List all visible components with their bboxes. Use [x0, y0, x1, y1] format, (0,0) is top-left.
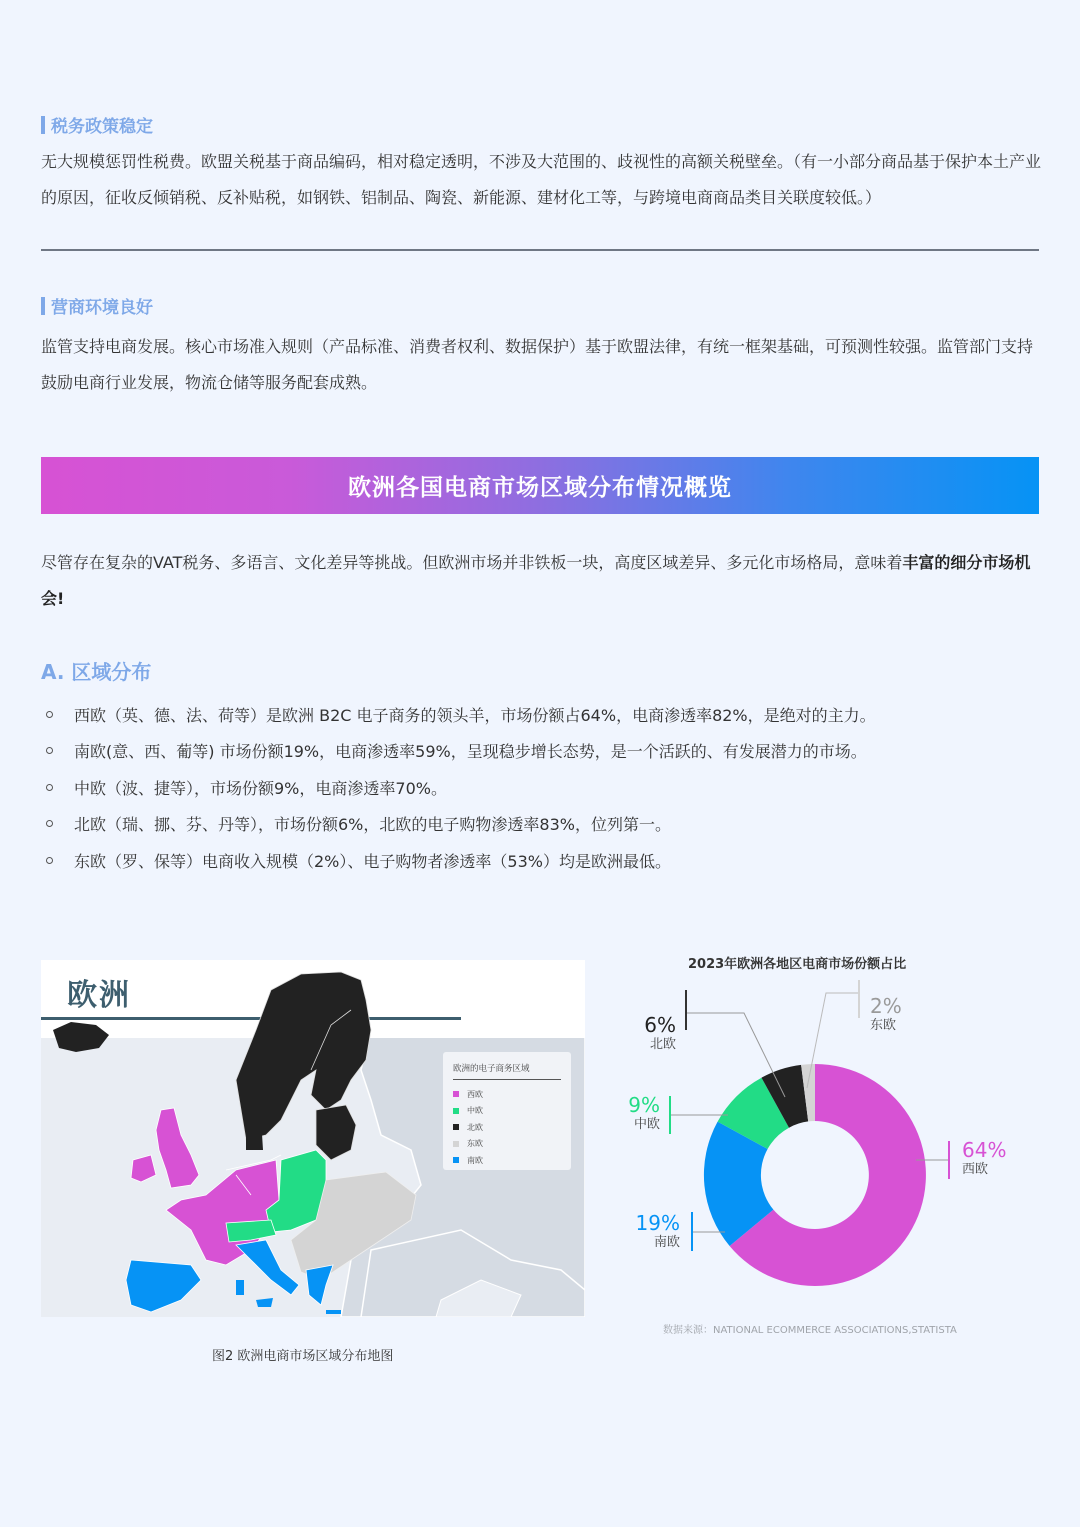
section-a-heading: A. 区域分布: [41, 660, 152, 684]
map-caption: 图2 欧洲电商市场区域分布地图: [212, 1349, 394, 1364]
intro-paragraph: [41, 545, 1041, 617]
label-east-name: 东欧: [870, 1018, 897, 1033]
label-east-pct: 2%: [870, 994, 902, 1018]
label-north-pct: 6%: [644, 1013, 676, 1037]
section-divider: [41, 249, 1039, 251]
legend-item-north: [453, 1119, 561, 1136]
map-title: 欧洲: [67, 978, 131, 1013]
list-item: [41, 769, 1041, 806]
legend-label: 南欧: [467, 1155, 483, 1165]
label-west-name: 西欧: [962, 1162, 989, 1177]
legend-swatch: [453, 1141, 459, 1147]
bullet-circle-icon: [46, 747, 53, 754]
bullet-circle-icon: [46, 784, 53, 791]
label-north-name: 北欧: [649, 1037, 676, 1052]
intro-emphasis: 丰富的细分市场机会!: [41, 553, 1031, 608]
list-item: [41, 733, 1041, 770]
legend-item-south: [453, 1152, 561, 1169]
map-legend: [443, 1052, 571, 1170]
business-env-body: 监管支持电商发展。核心市场准入规则（产品标准、消费者权利、数据保护）基于欧盟法律，有统一框架基础，可预测性较强。监管部门支持鼓励电商行业发展，物流仓储等服务配套成熟。: [41, 337, 1034, 392]
bullet-circle-icon: [46, 711, 53, 718]
legend-swatch: [453, 1157, 459, 1163]
list-item: [41, 806, 1041, 843]
region-bullet-list: [41, 696, 1041, 879]
label-south-name: 南欧: [653, 1235, 680, 1250]
heading-accent-bar: [41, 116, 45, 134]
legend-swatch: [453, 1108, 459, 1114]
chart-source: 数据来源：NATIONAL ECOMMERCE ASSOCIATIONS,STATISTA: [663, 1325, 957, 1336]
legend-swatch: [453, 1124, 459, 1130]
list-item: [41, 696, 1041, 733]
tax-policy-body: 无大规模惩罚性税费。欧盟关税基于商品编码，相对稳定透明，不涉及大范围的、歧视性的高额关税壁垒。（有一小部分商品基于保护本土产业的原因，征收反倾销税、反补贴税，如钢铁、铝制品、陶瓷、新能源、建材化工等，与跨境电商商品类目关联度较低。）: [41, 152, 1042, 207]
legend-label: 西欧: [467, 1089, 483, 1099]
label-west-pct: 64%: [962, 1138, 1007, 1162]
legend-item-west: [453, 1086, 561, 1103]
label-south-pct: 19%: [635, 1211, 680, 1235]
legend-item-central: [453, 1103, 561, 1120]
label-west: [962, 1139, 1022, 1179]
legend-label: 中欧: [467, 1106, 483, 1116]
bullet-text: 南欧(意、西、葡等) 市场份额19%，电商渗透率59%，呈现稳步增长态势，是一个活跃的、有发展潜力的市场。: [74, 742, 867, 762]
legend-label: 北欧: [467, 1122, 483, 1132]
business-env-heading: [41, 293, 153, 318]
bullet-text: 西欧（英、德、法、荷等）是欧洲 B2C 电子商务的领头羊，市场份额占64%，电商渗透率82%，是绝对的主力。: [74, 705, 876, 725]
bullet-circle-icon: [46, 857, 53, 864]
tax-policy-heading-text: 税务政策稳定: [51, 117, 153, 137]
label-east: [870, 995, 930, 1035]
legend-title: 欧洲的电子商务区域: [453, 1062, 561, 1080]
legend-swatch: [453, 1091, 459, 1097]
label-south: [620, 1212, 680, 1252]
label-north: [630, 1014, 676, 1054]
intro-text: 尽管存在复杂的VAT税务、多语言、文化差异等挑战。但欧洲市场并非铁板一块，高度区域差异、多元化市场格局，意味着: [41, 553, 903, 572]
label-central: [614, 1094, 660, 1134]
section-banner: [41, 457, 1039, 514]
bullet-text: 北欧（瑞、挪、芬、丹等），市场份额6%，北欧的电子购物渗透率83%，位列第一。: [74, 815, 671, 835]
bullet-circle-icon: [46, 820, 53, 827]
legend-label: 东欧: [467, 1139, 483, 1149]
legend-item-east: [453, 1136, 561, 1153]
label-central-name: 中欧: [633, 1117, 660, 1132]
bullet-text: 中欧（波、捷等），市场份额9%，电商渗透率70%。: [74, 778, 447, 798]
heading-accent-bar: [41, 297, 45, 315]
tax-policy-heading: [41, 112, 153, 137]
business-env-heading-text: 营商环境良好: [51, 298, 153, 318]
banner-title: 欧洲各国电商市场区域分布情况概览: [348, 475, 732, 501]
label-central-pct: 9%: [628, 1093, 660, 1117]
list-item: [41, 842, 1041, 879]
bullet-text: 东欧（罗、保等）电商收入规模（2%）、电子购物者渗透率（53%）均是欧洲最低。: [74, 851, 671, 871]
chart-title: 2023年欧洲各地区电商市场份额占比: [688, 957, 907, 972]
